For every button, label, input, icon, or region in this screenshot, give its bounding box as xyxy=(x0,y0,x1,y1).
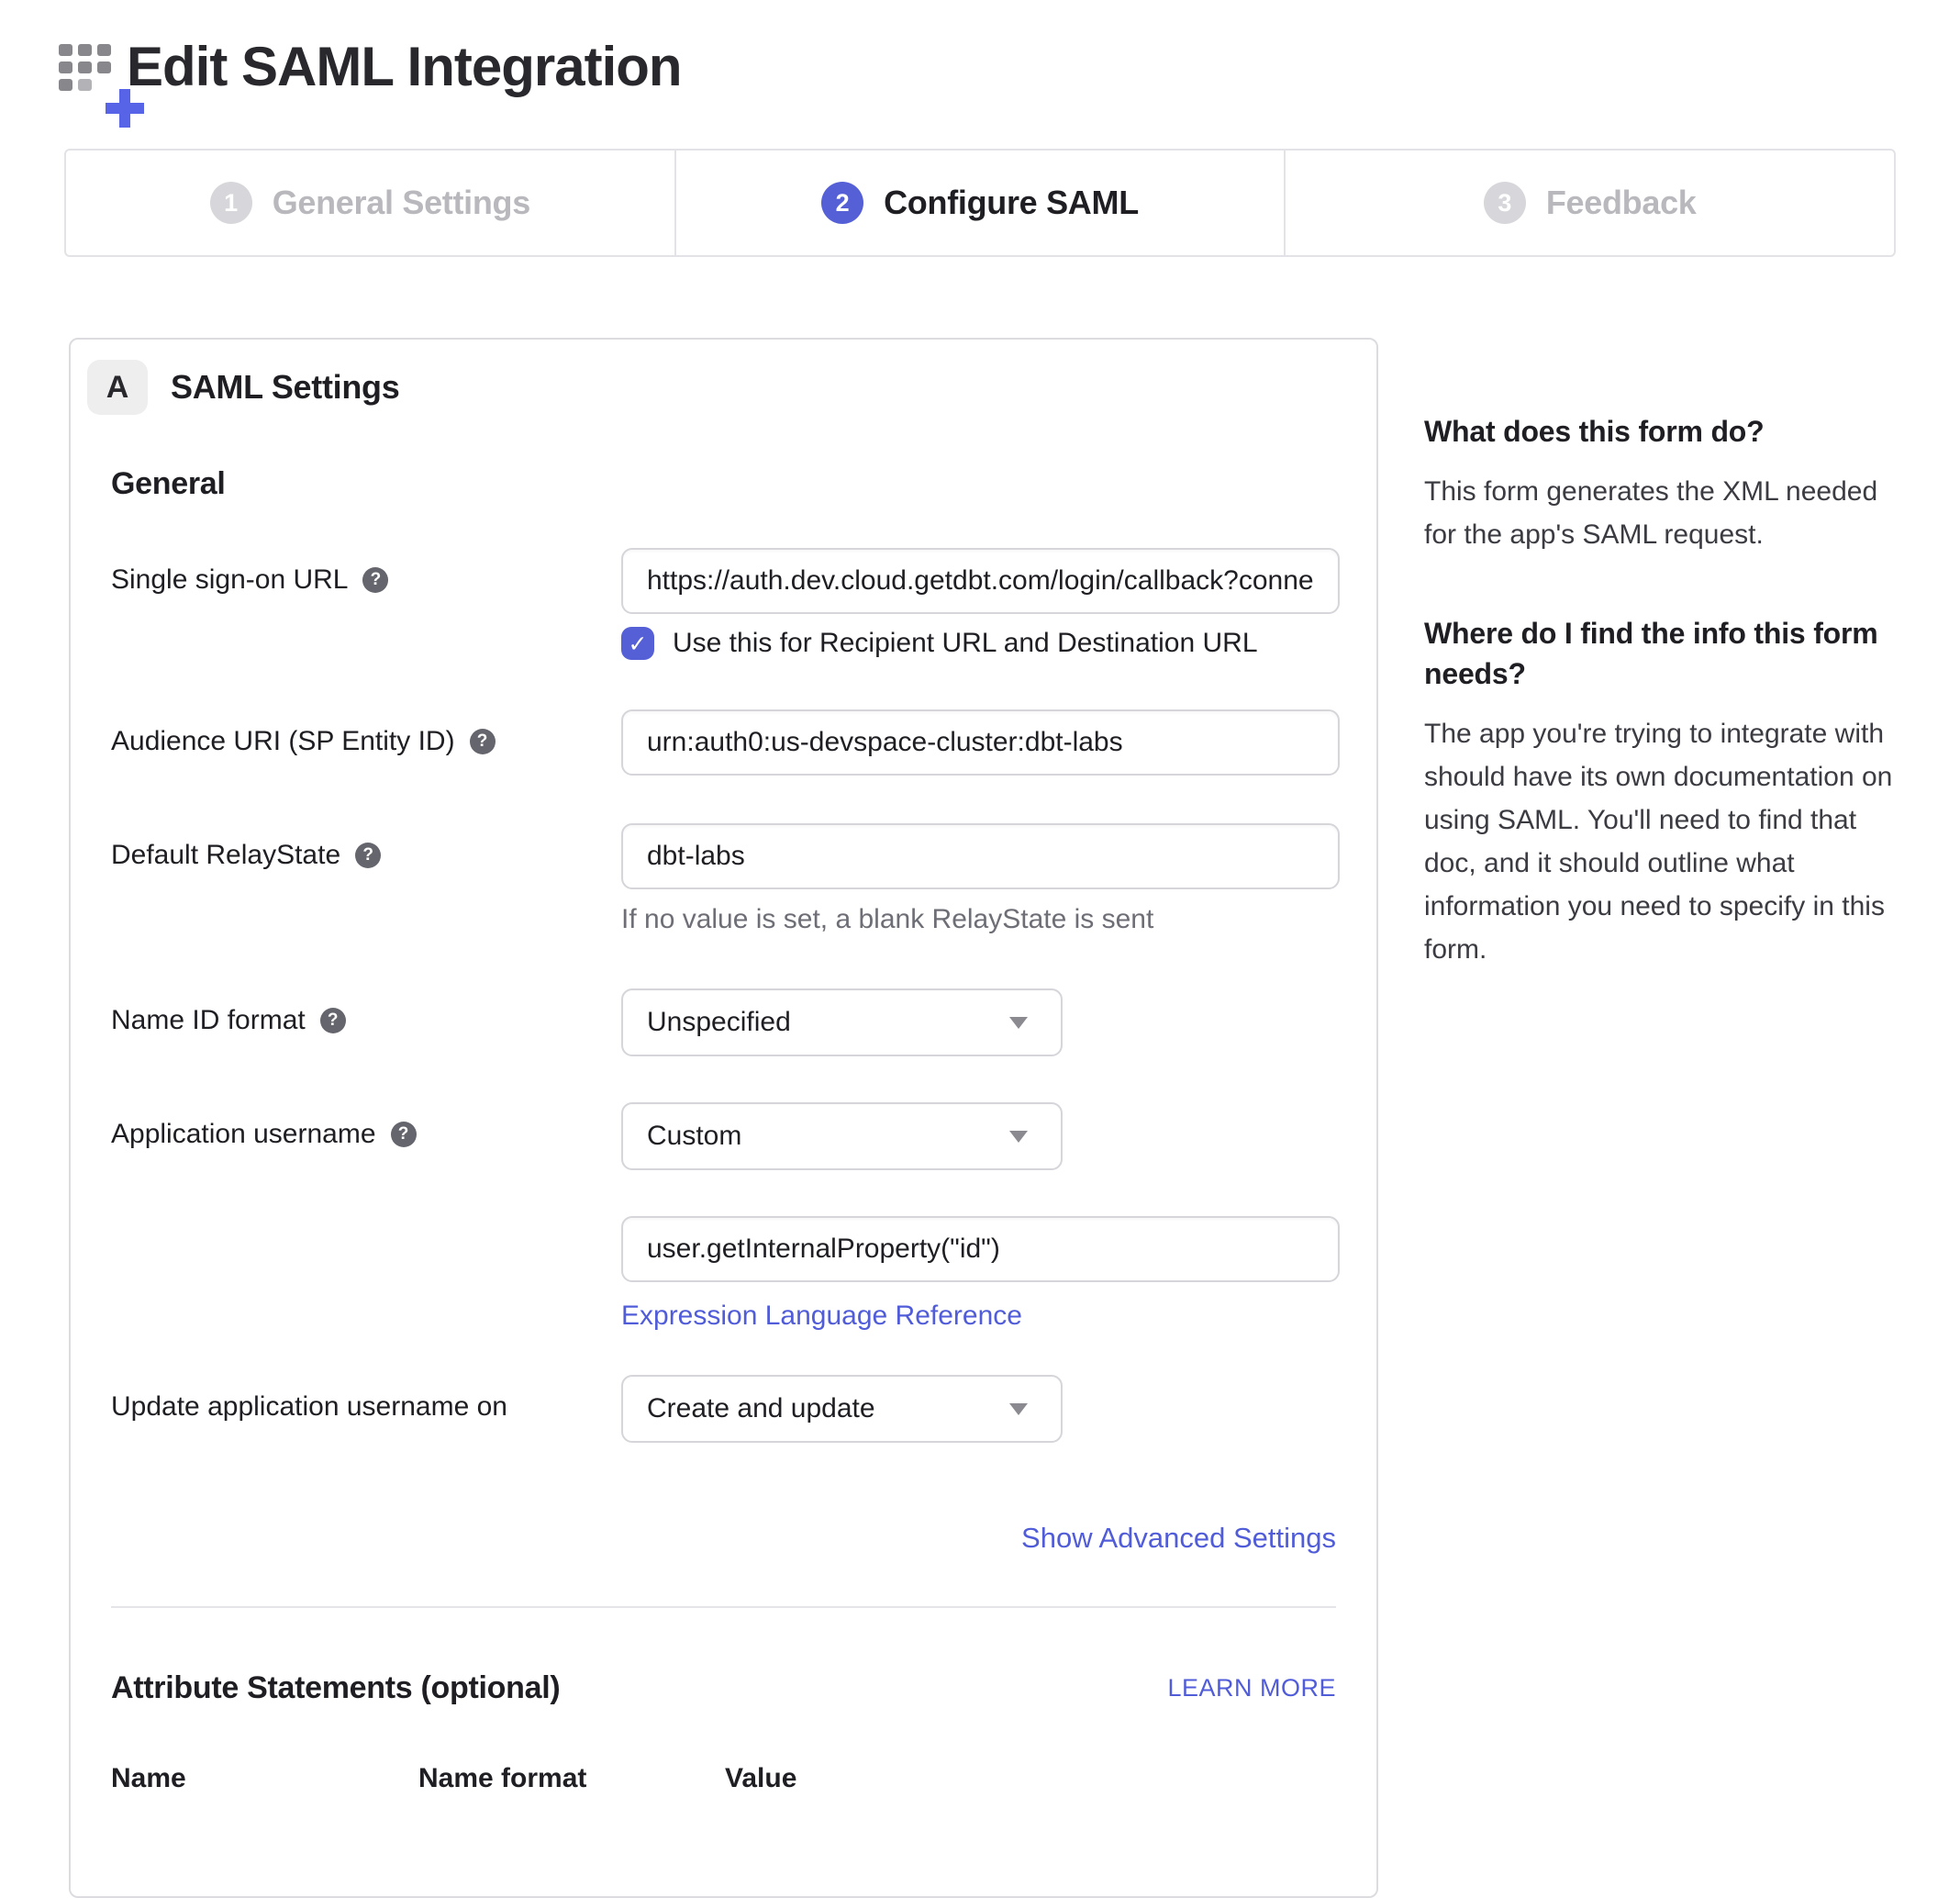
sso-url-row xyxy=(111,548,1336,660)
app-username-label: Application username xyxy=(111,1119,376,1149)
column-header-name: Name xyxy=(111,1763,186,1793)
general-heading: General xyxy=(111,466,226,501)
app-username-value: Custom xyxy=(647,1121,742,1151)
section-header xyxy=(87,360,1336,415)
saml-app-grid-plus-icon xyxy=(59,44,127,116)
sidebar-body: The app you're trying to integrate with should have its own documentation on using SAML. You'll need to find that doc, and it should outline what information you need to specify in this form. xyxy=(1424,719,1893,965)
sidebar-section-where xyxy=(1424,613,1901,971)
recipient-url-checkbox[interactable] xyxy=(621,627,654,660)
chevron-down-icon xyxy=(1009,1131,1028,1143)
learn-more-link[interactable]: LEARN MORE xyxy=(1167,1674,1336,1702)
sidebar-section-what xyxy=(1424,411,1901,556)
step-label: General Settings xyxy=(272,184,530,221)
sso-url-label: Single sign-on URL xyxy=(111,564,349,595)
page-header xyxy=(59,37,1960,116)
step-wizard xyxy=(64,149,1896,257)
sidebar-body: This form generates the XML needed for the app's SAML request. xyxy=(1424,476,1878,550)
help-icon[interactable]: ? xyxy=(355,843,381,868)
section-title: SAML Settings xyxy=(171,368,400,406)
recipient-url-checkbox-label: Use this for Recipient URL and Destination URL xyxy=(673,628,1258,658)
sidebar-heading: What does this form do? xyxy=(1424,415,1765,448)
attribute-statements-header xyxy=(111,1670,1336,1706)
name-id-format-value: Unspecified xyxy=(647,1007,791,1037)
wizard-step-feedback[interactable] xyxy=(1286,151,1894,255)
chevron-down-icon xyxy=(1009,1017,1028,1029)
audience-uri-input[interactable] xyxy=(621,709,1340,776)
name-id-format-row xyxy=(111,988,1336,1056)
show-advanced-settings-link[interactable]: Show Advanced Settings xyxy=(1021,1522,1336,1554)
column-header-name-format: Name format xyxy=(418,1763,587,1793)
wizard-step-configure-saml[interactable] xyxy=(676,151,1286,255)
checkmark-icon: ✓ xyxy=(628,630,648,657)
custom-expression-row xyxy=(111,1216,1336,1332)
expression-language-reference-link[interactable]: Expression Language Reference xyxy=(621,1301,1022,1331)
content-area xyxy=(69,338,1960,1898)
update-app-username-value: Create and update xyxy=(647,1393,875,1424)
help-icon[interactable]: ? xyxy=(470,729,496,754)
wizard-step-general-settings[interactable] xyxy=(66,151,676,255)
help-sidebar xyxy=(1424,338,1901,971)
page-title: Edit SAML Integration xyxy=(127,36,682,97)
chevron-down-icon xyxy=(1009,1403,1028,1415)
relay-state-label: Default RelayState xyxy=(111,840,341,870)
relay-state-row xyxy=(111,823,1336,935)
help-icon[interactable]: ? xyxy=(320,1008,346,1033)
audience-uri-row xyxy=(111,709,1336,776)
step-label: Configure SAML xyxy=(884,184,1139,221)
app-username-row xyxy=(111,1102,1336,1170)
audience-uri-label: Audience URI (SP Entity ID) xyxy=(111,726,455,756)
help-icon[interactable]: ? xyxy=(362,567,388,593)
relay-state-helper: If no value is set, a blank RelayState is sent xyxy=(621,904,1154,934)
update-app-username-label: Update application username on xyxy=(111,1391,507,1422)
update-app-username-row xyxy=(111,1375,1336,1443)
attribute-statements-column-headers xyxy=(111,1763,1336,1794)
help-icon[interactable]: ? xyxy=(391,1122,417,1147)
plus-icon xyxy=(99,83,150,134)
update-app-username-select[interactable] xyxy=(621,1375,1063,1443)
column-header-value: Value xyxy=(725,1763,797,1793)
app-username-select[interactable] xyxy=(621,1102,1063,1170)
name-id-format-label: Name ID format xyxy=(111,1005,306,1035)
relay-state-input[interactable] xyxy=(621,823,1340,889)
sso-url-input[interactable] xyxy=(621,548,1340,614)
custom-expression-input[interactable] xyxy=(621,1216,1340,1282)
section-a-badge: A xyxy=(87,360,148,415)
step-number-badge: 3 xyxy=(1484,182,1526,224)
sidebar-heading: Where do I find the info this form needs? xyxy=(1424,617,1878,690)
name-id-format-select[interactable] xyxy=(621,988,1063,1056)
step-number-badge: 2 xyxy=(821,182,863,224)
step-label: Feedback xyxy=(1545,184,1697,221)
step-number-badge: 1 xyxy=(210,182,252,224)
section-divider xyxy=(111,1606,1336,1608)
saml-settings-panel xyxy=(69,338,1378,1898)
attribute-statements-title: Attribute Statements (optional) xyxy=(111,1670,561,1705)
recipient-url-checkbox-row xyxy=(621,627,1340,660)
